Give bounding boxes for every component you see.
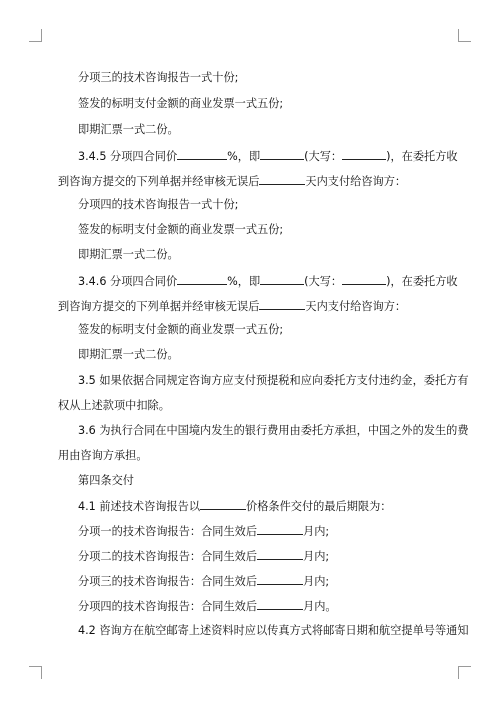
blank-field-months bbox=[257, 523, 303, 535]
clause-text: 月内; bbox=[303, 550, 330, 563]
paragraph-line: 签发的标明支付金额的商业发票一式五份; bbox=[78, 223, 284, 236]
paragraph-line: 即期汇票一式二份。 bbox=[78, 348, 179, 361]
clause-4-1 bbox=[78, 498, 392, 512]
blank-field-months bbox=[257, 548, 303, 560]
blank-field-price-terms bbox=[200, 498, 246, 510]
paragraph-line: 即期汇票一式二份。 bbox=[78, 123, 179, 136]
blank-field-percent bbox=[177, 148, 227, 160]
clause-text: 月内; bbox=[303, 525, 330, 538]
clause-3-5-line-2: 权从上述款项中扣除。 bbox=[58, 399, 170, 412]
blank-field-amount bbox=[260, 148, 304, 160]
blank-field-months bbox=[257, 573, 303, 585]
clause-text: )，在委托方收 bbox=[386, 150, 458, 163]
clause-text: (大写： bbox=[304, 150, 343, 163]
paragraph-line: 即期汇票一式二份。 bbox=[78, 248, 179, 261]
clause-4-2-line-1: 4.2 咨询方在航空邮寄上述资料时应以传真方式将邮寄日期和航空提单号等通知 bbox=[78, 624, 469, 637]
clause-text: 天内支付给咨询方： bbox=[305, 300, 407, 313]
blank-field-percent bbox=[177, 273, 227, 285]
clause-3-5-line-1: 3.5 如果依据合同规定咨询方应支付预提税和应向委托方支付违约金，委托方有 bbox=[78, 374, 469, 387]
section-heading: 第四条交付 bbox=[78, 474, 134, 487]
clause-text: 到咨询方提交的下列单据并经审核无误后 bbox=[58, 175, 260, 188]
clause-text: 月内。 bbox=[303, 600, 337, 613]
clause-3-6-line-1: 3.6 为执行合同在中国境内发生的银行费用由委托方承担，中国之外的发生的费 bbox=[78, 424, 469, 437]
clause-text: 3.4.6 分项四合同价 bbox=[78, 275, 178, 288]
delivery-item-1 bbox=[78, 523, 329, 537]
clause-text: )，在委托方收 bbox=[386, 275, 458, 288]
blank-field-amount bbox=[260, 273, 304, 285]
paragraph-line: 分项四的技术咨询报告一式十份; bbox=[78, 198, 239, 211]
clause-3-4-5-line-2 bbox=[58, 173, 406, 187]
blank-field-amount-words bbox=[342, 273, 386, 285]
clause-text: 月内; bbox=[303, 575, 330, 588]
clause-text: %，即 bbox=[227, 275, 261, 288]
clause-text: 分项二的技术咨询报告：合同生效后 bbox=[78, 550, 258, 563]
clause-text: 3.4.5 分项四合同价 bbox=[78, 150, 178, 163]
delivery-item-2 bbox=[78, 548, 329, 562]
clause-text: %，即 bbox=[227, 150, 261, 163]
clause-text: (大写： bbox=[304, 275, 343, 288]
blank-field-days bbox=[259, 298, 305, 310]
clause-3-4-6-line-2 bbox=[58, 298, 406, 312]
paragraph-line: 签发的标明支付金额的商业发票一式五份; bbox=[78, 323, 284, 336]
delivery-item-3 bbox=[78, 573, 329, 587]
clause-text: 天内支付给咨询方： bbox=[305, 175, 407, 188]
clause-text: 分项四的技术咨询报告：合同生效后 bbox=[78, 600, 258, 613]
delivery-item-4 bbox=[78, 598, 337, 612]
clause-text: 分项一的技术咨询报告：合同生效后 bbox=[78, 525, 258, 538]
clause-text: 分项三的技术咨询报告：合同生效后 bbox=[78, 575, 258, 588]
clause-3-4-5-line-1 bbox=[78, 148, 458, 162]
clause-3-6-line-2: 用由咨询方承担。 bbox=[58, 449, 148, 462]
clause-text: 4.1 前述技术咨询报告以 bbox=[78, 500, 201, 513]
blank-field-months bbox=[257, 598, 303, 610]
blank-field-amount-words bbox=[342, 148, 386, 160]
paragraph-line: 分项三的技术咨询报告一式十份; bbox=[78, 71, 239, 84]
clause-text: 到咨询方提交的下列单据并经审核无误后 bbox=[58, 300, 260, 313]
paragraph-line: 签发的标明支付金额的商业发票一式五份; bbox=[78, 97, 284, 110]
clause-3-4-6-line-1 bbox=[78, 273, 458, 287]
blank-field-days bbox=[259, 173, 305, 185]
clause-text: 价格条件交付的最后期限为： bbox=[246, 500, 392, 513]
